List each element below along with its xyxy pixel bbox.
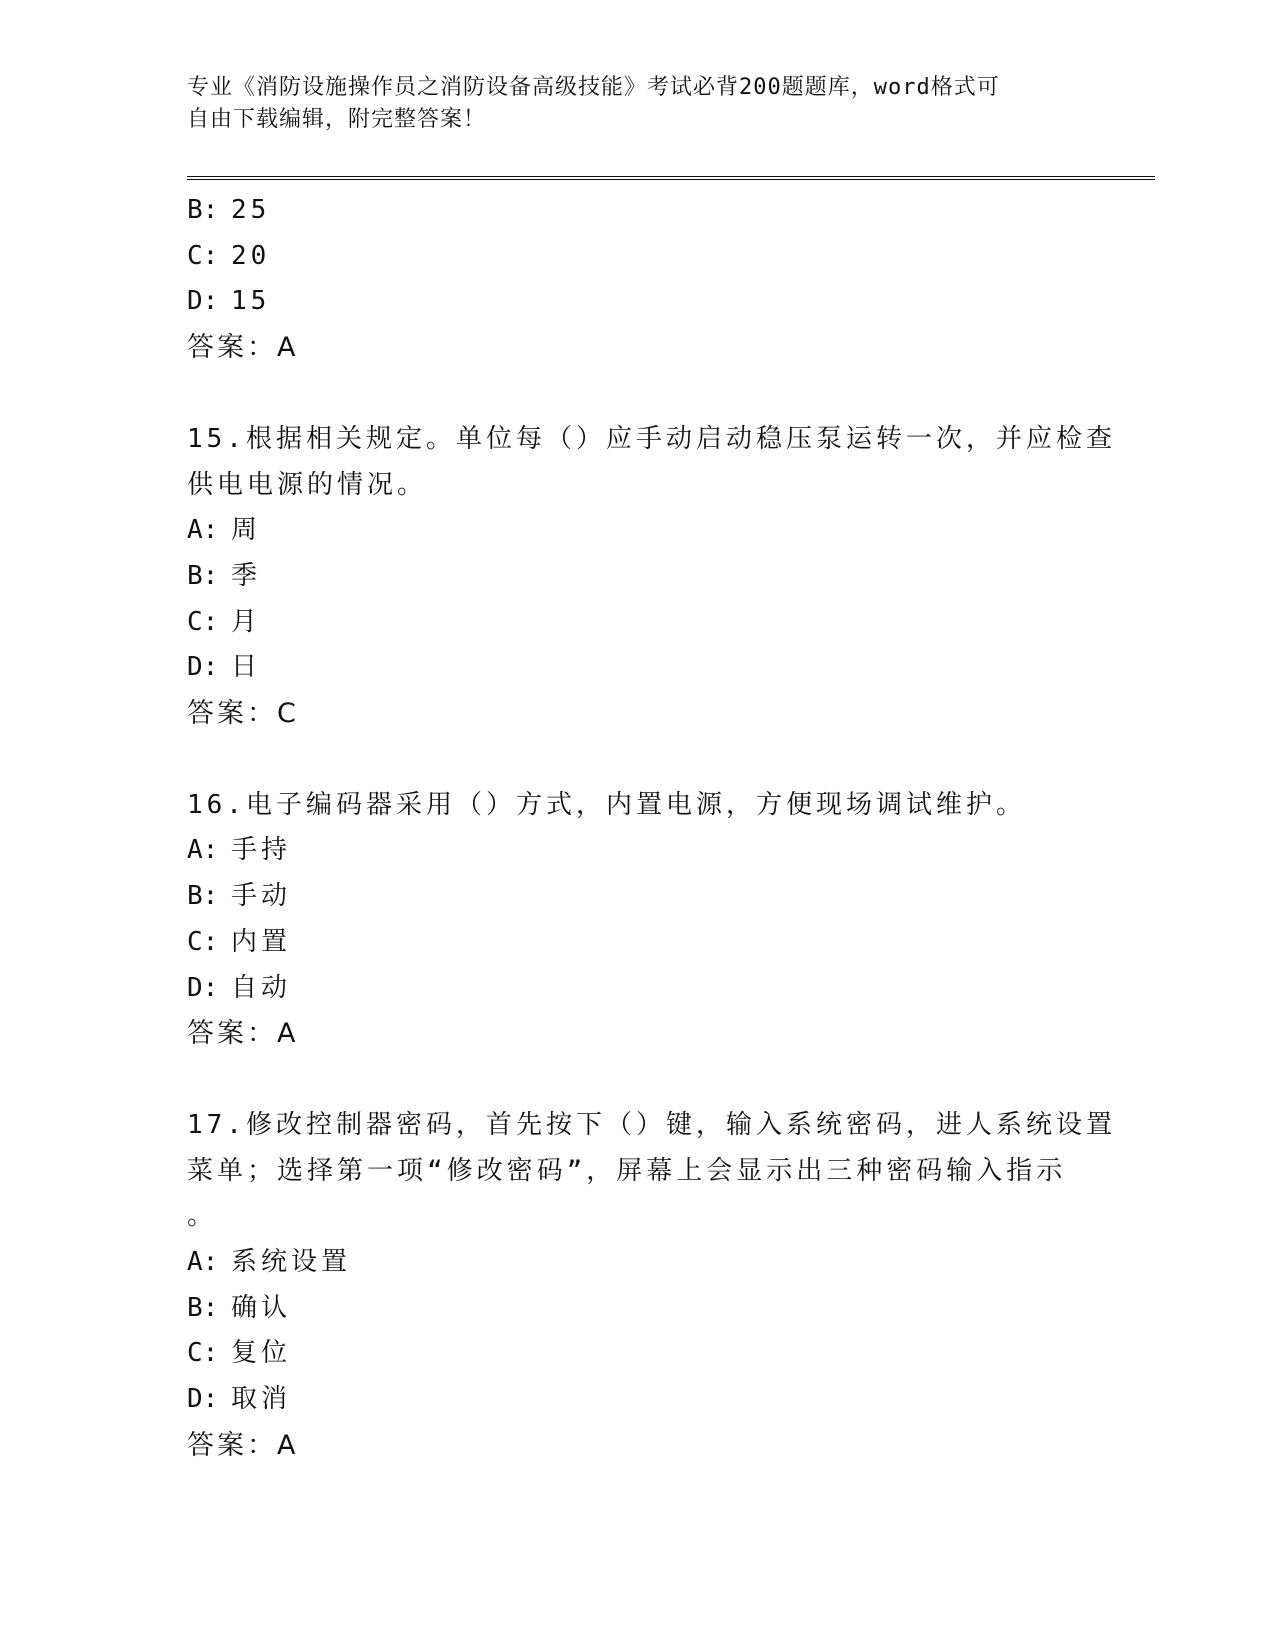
question-text-line-3: 。	[187, 1201, 218, 1232]
option-c: C: 内置	[187, 926, 292, 957]
header-divider	[187, 176, 1155, 180]
question-block-prev	[187, 188, 1087, 371]
option-b: B: 25	[187, 195, 271, 225]
option-d: D: 日	[187, 652, 262, 683]
answer-line: 答案：C	[187, 698, 298, 730]
question-text-line-2: 供电电源的情况。	[187, 469, 428, 500]
option-a: A: 系统设置	[187, 1247, 352, 1278]
header-line-1: 专业《消防设施操作员之消防设备高级技能》考试必背200题题库，word格式可	[187, 75, 1000, 100]
option-c: C: 月	[187, 606, 262, 637]
option-c: C: 20	[187, 240, 271, 271]
question-block-15	[187, 417, 1116, 737]
answer-line: 答案：A	[187, 1429, 298, 1461]
question-block-17	[187, 1103, 1116, 1469]
question-list	[187, 188, 1116, 1469]
option-b: B: 手动	[187, 881, 292, 912]
option-a: A: 手持	[187, 835, 292, 866]
option-d: D: 自动	[187, 972, 292, 1003]
answer-line: 答案：A	[187, 1018, 298, 1050]
question-text-line-1: 16.电子编码器采用（）方式，内置电源，方便现场调试维护。	[187, 789, 1026, 820]
option-c: C: 复位	[187, 1338, 292, 1369]
document-header	[187, 72, 1087, 136]
question-block-16	[187, 783, 1087, 1057]
header-line-2: 自由下载编辑，附完整答案！	[187, 107, 487, 132]
option-b: B: 季	[187, 560, 262, 591]
option-d: D: 取消	[187, 1384, 292, 1415]
question-text-line-2: 菜单；选择第一项“修改密码”，屏幕上会显示出三种密码输入指示	[187, 1155, 1067, 1186]
question-text-line-1: 17.修改控制器密码，首先按下（）键，输入系统密码，进人系统设置	[187, 1109, 1116, 1140]
answer-line: 答案：A	[187, 332, 298, 364]
option-d: D: 15	[187, 286, 271, 317]
option-b: B: 确认	[187, 1292, 292, 1323]
question-text-line-1: 15.根据相关规定。单位每（）应手动启动稳压泵运转一次，并应检查	[187, 423, 1116, 454]
option-a: A: 周	[187, 515, 262, 546]
